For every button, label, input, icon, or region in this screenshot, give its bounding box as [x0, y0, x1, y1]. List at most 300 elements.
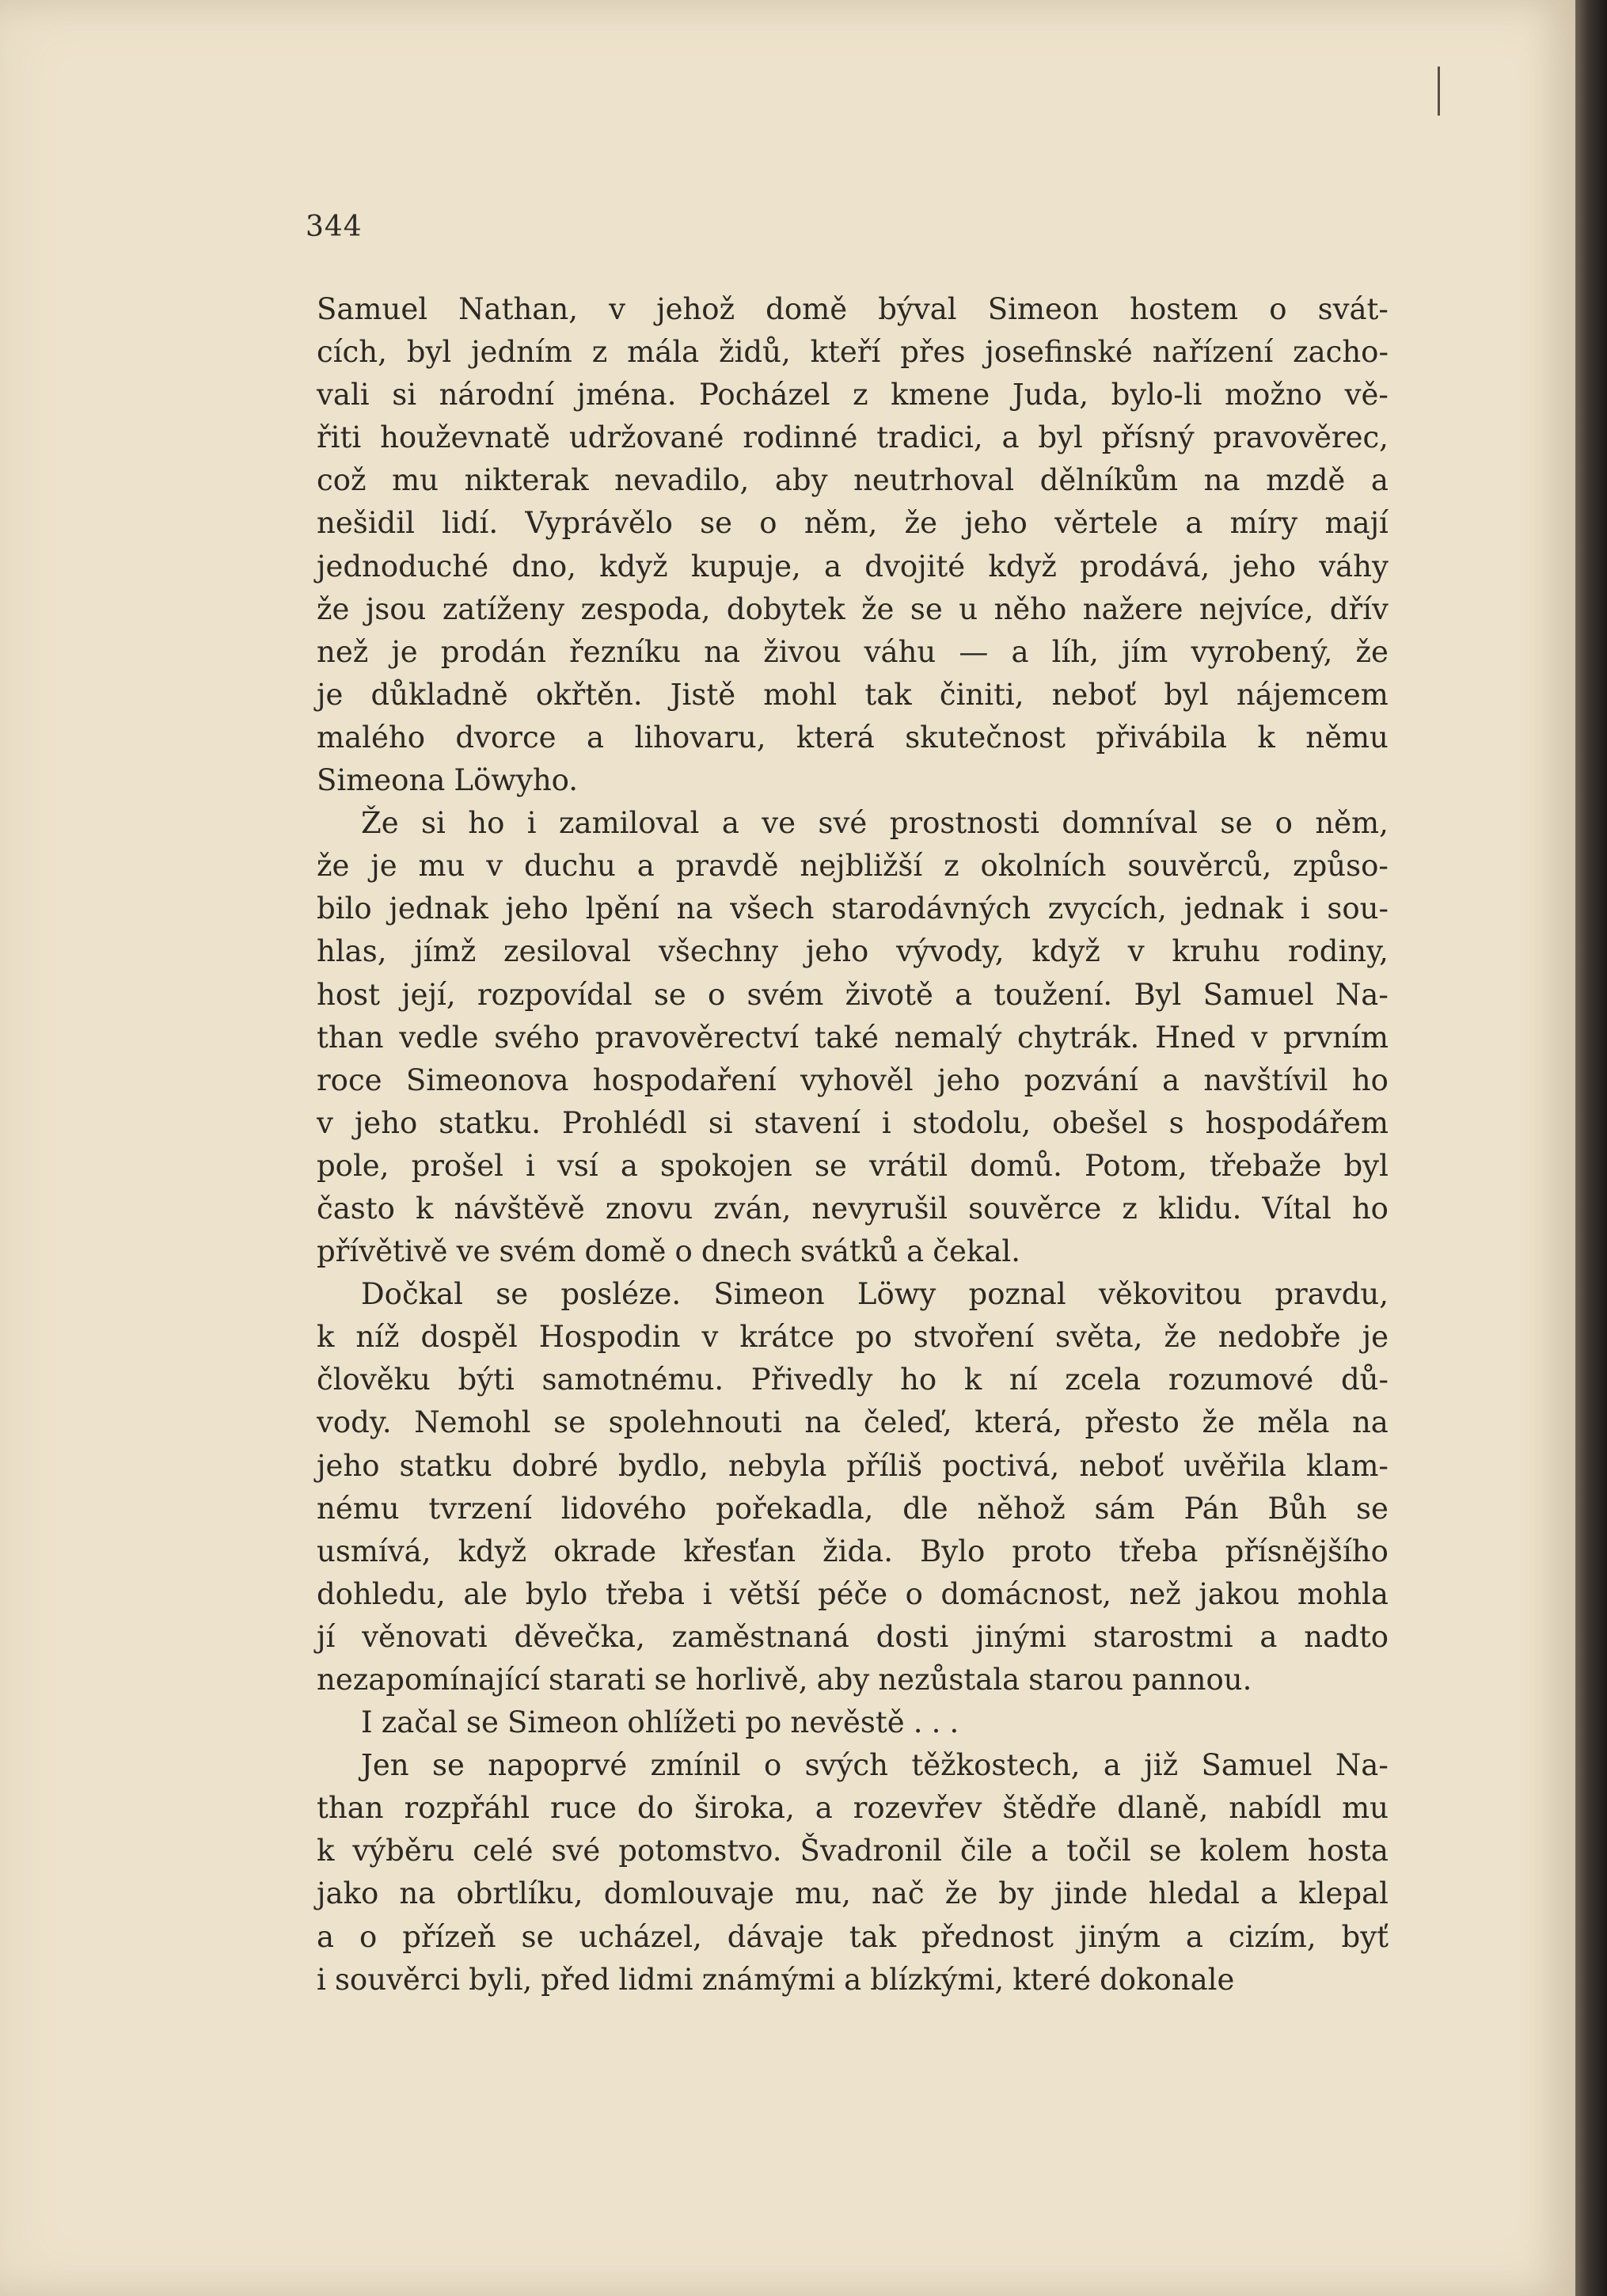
word: zmínil [650, 1748, 741, 1783]
word: přízeň [402, 1919, 496, 1954]
word: napoprvé [488, 1748, 628, 1783]
word: třeba [1119, 1534, 1199, 1568]
word: z [853, 378, 868, 412]
word: Vítal [1262, 1191, 1332, 1226]
text-line [317, 416, 1389, 459]
word: cizím, [1228, 1919, 1316, 1954]
word: jsou [365, 591, 427, 626]
text-line [317, 374, 1389, 416]
word: klidu. [1157, 1191, 1242, 1226]
word: i [526, 806, 537, 841]
word: přísnějšího [1225, 1534, 1389, 1568]
word: chytrák. [1017, 1020, 1140, 1055]
word: dospěl [420, 1320, 518, 1355]
word: děvečka, [514, 1619, 645, 1654]
word: si [392, 378, 417, 412]
text-line [317, 802, 1389, 845]
word: nezapomínající [317, 1663, 540, 1697]
word: býti [458, 1363, 515, 1397]
word: tradici, [876, 420, 983, 455]
word: zván, [713, 1191, 792, 1226]
word: josefinské [985, 335, 1133, 370]
word: klepal [1298, 1876, 1389, 1911]
word: jeho [964, 506, 1028, 541]
word: pravověrec, [1213, 420, 1389, 455]
word: nejbližší [800, 849, 923, 884]
word: a [636, 849, 655, 884]
word: Že [361, 806, 399, 841]
word: a [844, 1962, 862, 1997]
word: a [815, 1791, 833, 1826]
word: lpění [585, 891, 659, 926]
word: váhy [1319, 549, 1389, 584]
word: poznal [968, 1277, 1066, 1312]
word: houževnatě [380, 420, 550, 455]
word: často [317, 1191, 395, 1226]
word: nabídl [1229, 1791, 1322, 1826]
word: usmívá, [317, 1534, 431, 1568]
text-line [317, 1145, 1389, 1188]
word: dřív [1329, 591, 1389, 626]
word: věrtele [1054, 506, 1159, 541]
text-line [317, 1059, 1389, 1102]
word: a [1185, 1919, 1203, 1954]
text-line [317, 1872, 1389, 1915]
word: bilo [317, 891, 372, 926]
word: nevyrušil [811, 1191, 948, 1226]
word: s [1168, 1105, 1184, 1140]
word: se [1355, 1491, 1389, 1526]
word: pravdu, [1275, 1277, 1389, 1312]
word: o [707, 977, 726, 1012]
word: je [1362, 1320, 1389, 1355]
word: uvěřila [1183, 1448, 1286, 1483]
word: starou [1028, 1663, 1124, 1697]
word: že [317, 849, 350, 884]
word: čile [959, 1834, 1013, 1868]
word: když [1031, 934, 1100, 969]
word: řezníku [569, 634, 682, 669]
word: když [988, 549, 1057, 584]
word: svého [494, 1020, 580, 1055]
word: něm, [1315, 806, 1389, 841]
word: péče [817, 1576, 888, 1611]
word: i [1300, 891, 1310, 926]
word: a [906, 1234, 925, 1269]
word: široka, [693, 1791, 795, 1826]
word: k [1257, 720, 1275, 755]
word: něhož [977, 1491, 1066, 1526]
word: před [541, 1962, 610, 1997]
word: zatíženy [442, 591, 565, 626]
word: čekal. [933, 1234, 1020, 1269]
word: rozpovídal [477, 977, 633, 1012]
word: byť [1341, 1919, 1389, 1954]
text-line [317, 974, 1389, 1017]
word: nač [871, 1876, 925, 1911]
text-line [317, 1530, 1389, 1573]
word: okřtěn. [535, 677, 643, 712]
word: hospodaření [592, 1062, 777, 1097]
text-line [317, 1017, 1389, 1059]
word: věnovati [362, 1619, 488, 1654]
word: vyrobený, [1191, 634, 1333, 669]
word: obešel [1052, 1105, 1148, 1140]
text-line [317, 674, 1389, 717]
word: hlas, [317, 934, 387, 969]
word: dvorce [455, 720, 557, 755]
word: se [1149, 1834, 1182, 1868]
text-line [317, 1401, 1389, 1444]
text-line [317, 1573, 1389, 1616]
word: Simeonova [405, 1062, 569, 1097]
word: o [1275, 806, 1293, 841]
word: dokonale [1100, 1962, 1235, 1997]
word: vali [317, 378, 370, 412]
word: na [399, 1876, 436, 1911]
word: se [431, 1748, 465, 1783]
word: se [653, 977, 686, 1012]
word: v [486, 849, 503, 884]
word: což [317, 463, 367, 498]
word: jehož [656, 292, 735, 326]
word: těžkostech, [911, 1748, 1081, 1783]
word: . [949, 1705, 959, 1740]
word: v [317, 1105, 333, 1140]
word: po [745, 1705, 782, 1740]
word: nevadilo, [614, 463, 750, 498]
word: nadto [1304, 1619, 1389, 1654]
word: býval [878, 292, 957, 326]
word: starodávných [831, 891, 1031, 926]
word: mu, [795, 1876, 851, 1911]
word: kolem [1199, 1834, 1290, 1868]
word: třeba [605, 1576, 686, 1611]
word: v [1251, 1020, 1268, 1055]
word: činiti, [939, 677, 1024, 712]
word: mohla [1297, 1576, 1389, 1611]
word: aby [774, 463, 828, 498]
word: pravověrectví [595, 1020, 800, 1055]
text-line [317, 888, 1389, 930]
word: roce [317, 1062, 382, 1097]
word: Přivedly [750, 1363, 873, 1397]
word: jeho [936, 1062, 1001, 1097]
word: a [1011, 634, 1029, 669]
word: ale [463, 1576, 508, 1611]
word: zcela [1065, 1363, 1142, 1397]
word: jeho [354, 1105, 418, 1140]
word: Prohlédl [561, 1105, 687, 1140]
word: byl [1343, 1148, 1389, 1183]
word: své [818, 806, 868, 841]
word: toužení. [993, 977, 1113, 1012]
word: přednost [921, 1919, 1054, 1954]
word: statku [399, 1448, 492, 1483]
word: dávaje [727, 1919, 824, 1954]
word: si [708, 1105, 733, 1140]
word: i [702, 1576, 712, 1611]
word: nedobře [1218, 1320, 1341, 1355]
word: prostnosti [889, 806, 1040, 841]
text-line [317, 1830, 1389, 1872]
word: hospodářem [1205, 1105, 1389, 1140]
word: mzdě [1266, 463, 1346, 498]
word: je [391, 634, 418, 669]
word: mohl [763, 677, 838, 712]
word: klam- [1306, 1448, 1389, 1483]
word: v [609, 292, 625, 326]
word: že [1202, 1405, 1235, 1440]
word: jeho [1233, 549, 1296, 584]
text-line [317, 1787, 1389, 1830]
word: svátků [800, 1234, 898, 1269]
word: mu [418, 849, 465, 884]
word: byl [1164, 677, 1209, 712]
text-line [317, 845, 1389, 888]
word: spolehnouti [608, 1405, 782, 1440]
word: třebaže [1209, 1148, 1322, 1183]
word: jeho [505, 891, 568, 926]
word: okolních [980, 849, 1107, 884]
word: nažere [1082, 591, 1183, 626]
word: člověku [317, 1363, 431, 1397]
word: jeho [805, 934, 869, 969]
word: hostem [1130, 292, 1239, 326]
word: stodolu, [912, 1105, 1031, 1140]
word: se [814, 1148, 847, 1183]
word: a [1001, 420, 1020, 455]
text-line [317, 1273, 1389, 1316]
word: i [881, 1105, 891, 1140]
word: bylo [525, 1576, 588, 1611]
word: návštěvě [454, 1191, 585, 1226]
word: a [1370, 463, 1389, 498]
word: hledal [1148, 1876, 1240, 1911]
word: způso- [1293, 849, 1389, 884]
word: ve [456, 1234, 491, 1269]
text-line [317, 1102, 1389, 1145]
word: se [496, 1277, 529, 1312]
word: Simeon [713, 1277, 825, 1312]
word: vrátil [868, 1148, 948, 1183]
word: vyhověl [800, 1062, 914, 1097]
word: a [1185, 506, 1203, 541]
word: mála [627, 335, 700, 370]
word: u [959, 591, 978, 626]
word: zespoda, [580, 591, 711, 626]
word: obrtlíku, [456, 1876, 583, 1911]
word: domlouvaje [603, 1876, 775, 1911]
word: níž [355, 1320, 400, 1355]
word: prodává, [1080, 549, 1210, 584]
word: zamiloval [559, 806, 700, 841]
word: Bylo [920, 1534, 986, 1568]
word: Vyprávělo [525, 506, 673, 541]
word: blízkými, [870, 1962, 1005, 1997]
word: Bůh [1267, 1491, 1328, 1526]
word: souvěrce [968, 1191, 1102, 1226]
word: když [599, 549, 668, 584]
word: svém [747, 977, 824, 1012]
word: jí [317, 1619, 336, 1654]
word: prvním [1282, 1020, 1389, 1055]
word: zesiloval [503, 934, 632, 969]
word: rozumové [1168, 1363, 1314, 1397]
word: vsí [557, 1148, 598, 1183]
word: poctivá, [942, 1448, 1060, 1483]
word: rodiny, [1287, 934, 1389, 969]
binding-shadow [1575, 0, 1607, 2296]
text-line [317, 1445, 1389, 1488]
word: kteří [810, 335, 881, 370]
word: nikterak [464, 463, 589, 498]
word: se [654, 1663, 687, 1697]
word: z [1122, 1191, 1138, 1226]
word: křesťan [683, 1534, 796, 1568]
word: — [959, 634, 989, 669]
word: Hned [1154, 1020, 1236, 1055]
word: Jistě [670, 677, 736, 712]
word: Nathan, [458, 292, 578, 326]
word: jakou [1199, 1576, 1280, 1611]
word: v [1127, 934, 1145, 969]
word: okrade [553, 1534, 657, 1568]
word: pannou. [1132, 1663, 1252, 1697]
word: řiti [317, 420, 362, 455]
word: něm, [804, 506, 878, 541]
word: Nemohl [414, 1405, 531, 1440]
word: starostmi [1092, 1619, 1233, 1654]
word: míry [1229, 506, 1298, 541]
word: cích, [317, 335, 387, 370]
word: k [963, 1363, 982, 1397]
word: že [1164, 1320, 1197, 1355]
word: nebyla [728, 1448, 827, 1483]
word: jako [317, 1876, 379, 1911]
word: životě [845, 977, 933, 1012]
word: host [317, 977, 380, 1012]
word: měla [1257, 1405, 1330, 1440]
word: po [855, 1320, 892, 1355]
word: mu [1342, 1791, 1389, 1826]
word: domácnost, [940, 1576, 1112, 1611]
word: k [317, 1320, 335, 1355]
word: že [904, 506, 938, 541]
word: nezůstala [878, 1663, 1020, 1697]
word: dnech [701, 1234, 792, 1269]
word: jednoduché [317, 549, 489, 584]
text-line [317, 1744, 1389, 1787]
word: dosti [876, 1619, 949, 1654]
word: výběru [352, 1834, 455, 1868]
word: lihovaru, [634, 720, 766, 755]
word: větší [729, 1576, 800, 1611]
word: ní [1009, 1363, 1038, 1397]
text-line [317, 930, 1389, 973]
word: se [553, 1405, 586, 1440]
word: když [458, 1534, 527, 1568]
text-line [317, 1959, 1389, 2001]
word: nemalý [894, 1020, 1002, 1055]
word: Simeon [987, 292, 1100, 326]
word: krátce [739, 1320, 834, 1355]
word: ho [468, 806, 505, 841]
word: přísný [1101, 420, 1195, 455]
word: Hospodin [538, 1320, 681, 1355]
word: proto [1012, 1534, 1092, 1568]
word: zacho- [1293, 335, 1389, 370]
word: spokojen [660, 1148, 792, 1183]
page-number: 344 [306, 211, 363, 243]
word: a [823, 549, 842, 584]
word: něho [993, 591, 1067, 626]
word: přesto [1085, 1405, 1180, 1440]
word: rodinné [743, 420, 858, 455]
word: Samuel [1201, 1748, 1313, 1783]
word: neboť [1051, 677, 1137, 712]
word: pravdě [675, 849, 779, 884]
word: zaměstnaná [671, 1619, 849, 1654]
word: ho [900, 1363, 937, 1397]
word: z [944, 849, 959, 884]
word: . [931, 1705, 941, 1740]
word: na [1203, 463, 1240, 498]
word: své [551, 1834, 601, 1868]
text-line [317, 1701, 1389, 1744]
word: tvrzení [428, 1491, 532, 1526]
word: točil [1066, 1834, 1131, 1868]
word: zvycích, [1047, 891, 1167, 926]
word: začal [381, 1705, 458, 1740]
word: že [861, 591, 895, 626]
text-line [317, 1659, 1389, 1701]
word: štědře [1002, 1791, 1097, 1826]
word: domě [584, 1234, 667, 1269]
word: Dočkal [361, 1277, 463, 1312]
word: . [913, 1705, 923, 1740]
word: přivábila [1096, 720, 1227, 755]
word: domníval [1062, 806, 1198, 841]
word: a [620, 1148, 638, 1183]
word: ve [762, 806, 796, 841]
text-line [317, 1359, 1389, 1401]
word: Pocházel [699, 378, 830, 412]
word: které [1012, 1962, 1092, 1997]
word: Simeon [507, 1705, 619, 1740]
word: ruce [549, 1791, 617, 1826]
word: pořekadla, [716, 1491, 874, 1526]
word: jinde [1054, 1876, 1128, 1911]
word: možno [1225, 378, 1323, 412]
word: na [1351, 1405, 1389, 1440]
word: a [1260, 1876, 1278, 1911]
word: jinými [975, 1619, 1067, 1654]
word: žida. [822, 1534, 893, 1568]
word: světa, [1055, 1320, 1143, 1355]
word: vedle [399, 1020, 479, 1055]
word: posléze. [560, 1277, 682, 1312]
word: ohlížeti [627, 1705, 737, 1740]
word: národní [439, 378, 554, 412]
word: nejvíce, [1199, 591, 1314, 626]
word: nájemcem [1236, 677, 1389, 712]
text-line [317, 1488, 1389, 1530]
word: neboť [1079, 1448, 1164, 1483]
word: malého [317, 720, 425, 755]
word: v [701, 1320, 719, 1355]
word: souvěrci [334, 1962, 461, 1997]
